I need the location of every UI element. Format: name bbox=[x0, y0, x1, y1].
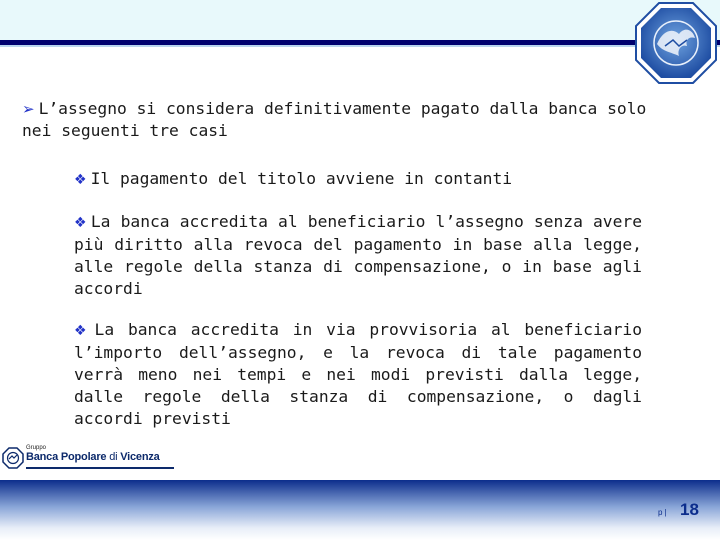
main-bullet bbox=[22, 98, 662, 142]
bank-name-part2: di bbox=[106, 451, 121, 463]
bank-group-label: Gruppo bbox=[26, 445, 47, 451]
diamond-bullet-icon: ❖ bbox=[74, 215, 87, 231]
bank-name bbox=[26, 451, 160, 463]
footer-band bbox=[0, 480, 720, 540]
sub-bullet-text: La banca accredita al beneficiario l’assegno senza avere più diritto alla revoca del pagamento in base alla legge, alle regole della stanza di compensazione, o in base agli accordi bbox=[74, 212, 642, 298]
sub-bullet-3 bbox=[74, 319, 642, 430]
bank-name-underline bbox=[26, 467, 174, 469]
sub-bullet-text: Il pagamento del titolo avviene in contanti bbox=[90, 169, 513, 188]
sub-bullet-1 bbox=[74, 168, 642, 191]
diamond-bullet-icon: ❖ bbox=[74, 323, 91, 339]
octagon-seal-logo bbox=[633, 0, 719, 86]
bank-name-part3: Vicenza bbox=[120, 451, 160, 463]
arrow-right-icon: ➢ bbox=[22, 100, 35, 118]
bank-emblem-icon bbox=[2, 447, 24, 469]
page-prefix: p | bbox=[658, 508, 667, 517]
sub-bullet-text: La banca accredita in via provvisoria al beneficiario l’importo dell’assegno, e la revoca di tale pagamento verrà meno nei tempi e nei modi previsti dalla legge, dalle regole della stanza di compensazione, o dagli accordi previsti bbox=[74, 320, 642, 428]
main-bullet-text: L’assegno si considera definitivamente pagato dalla banca solo nei seguenti tre casi bbox=[22, 99, 647, 140]
page-number: 18 bbox=[680, 500, 699, 519]
bank-name-part1: Banca Popolare bbox=[26, 451, 107, 463]
header-band bbox=[0, 0, 720, 40]
diamond-bullet-icon: ❖ bbox=[74, 172, 87, 188]
sub-bullet-2 bbox=[74, 211, 642, 300]
header-rule-light bbox=[0, 45, 720, 47]
